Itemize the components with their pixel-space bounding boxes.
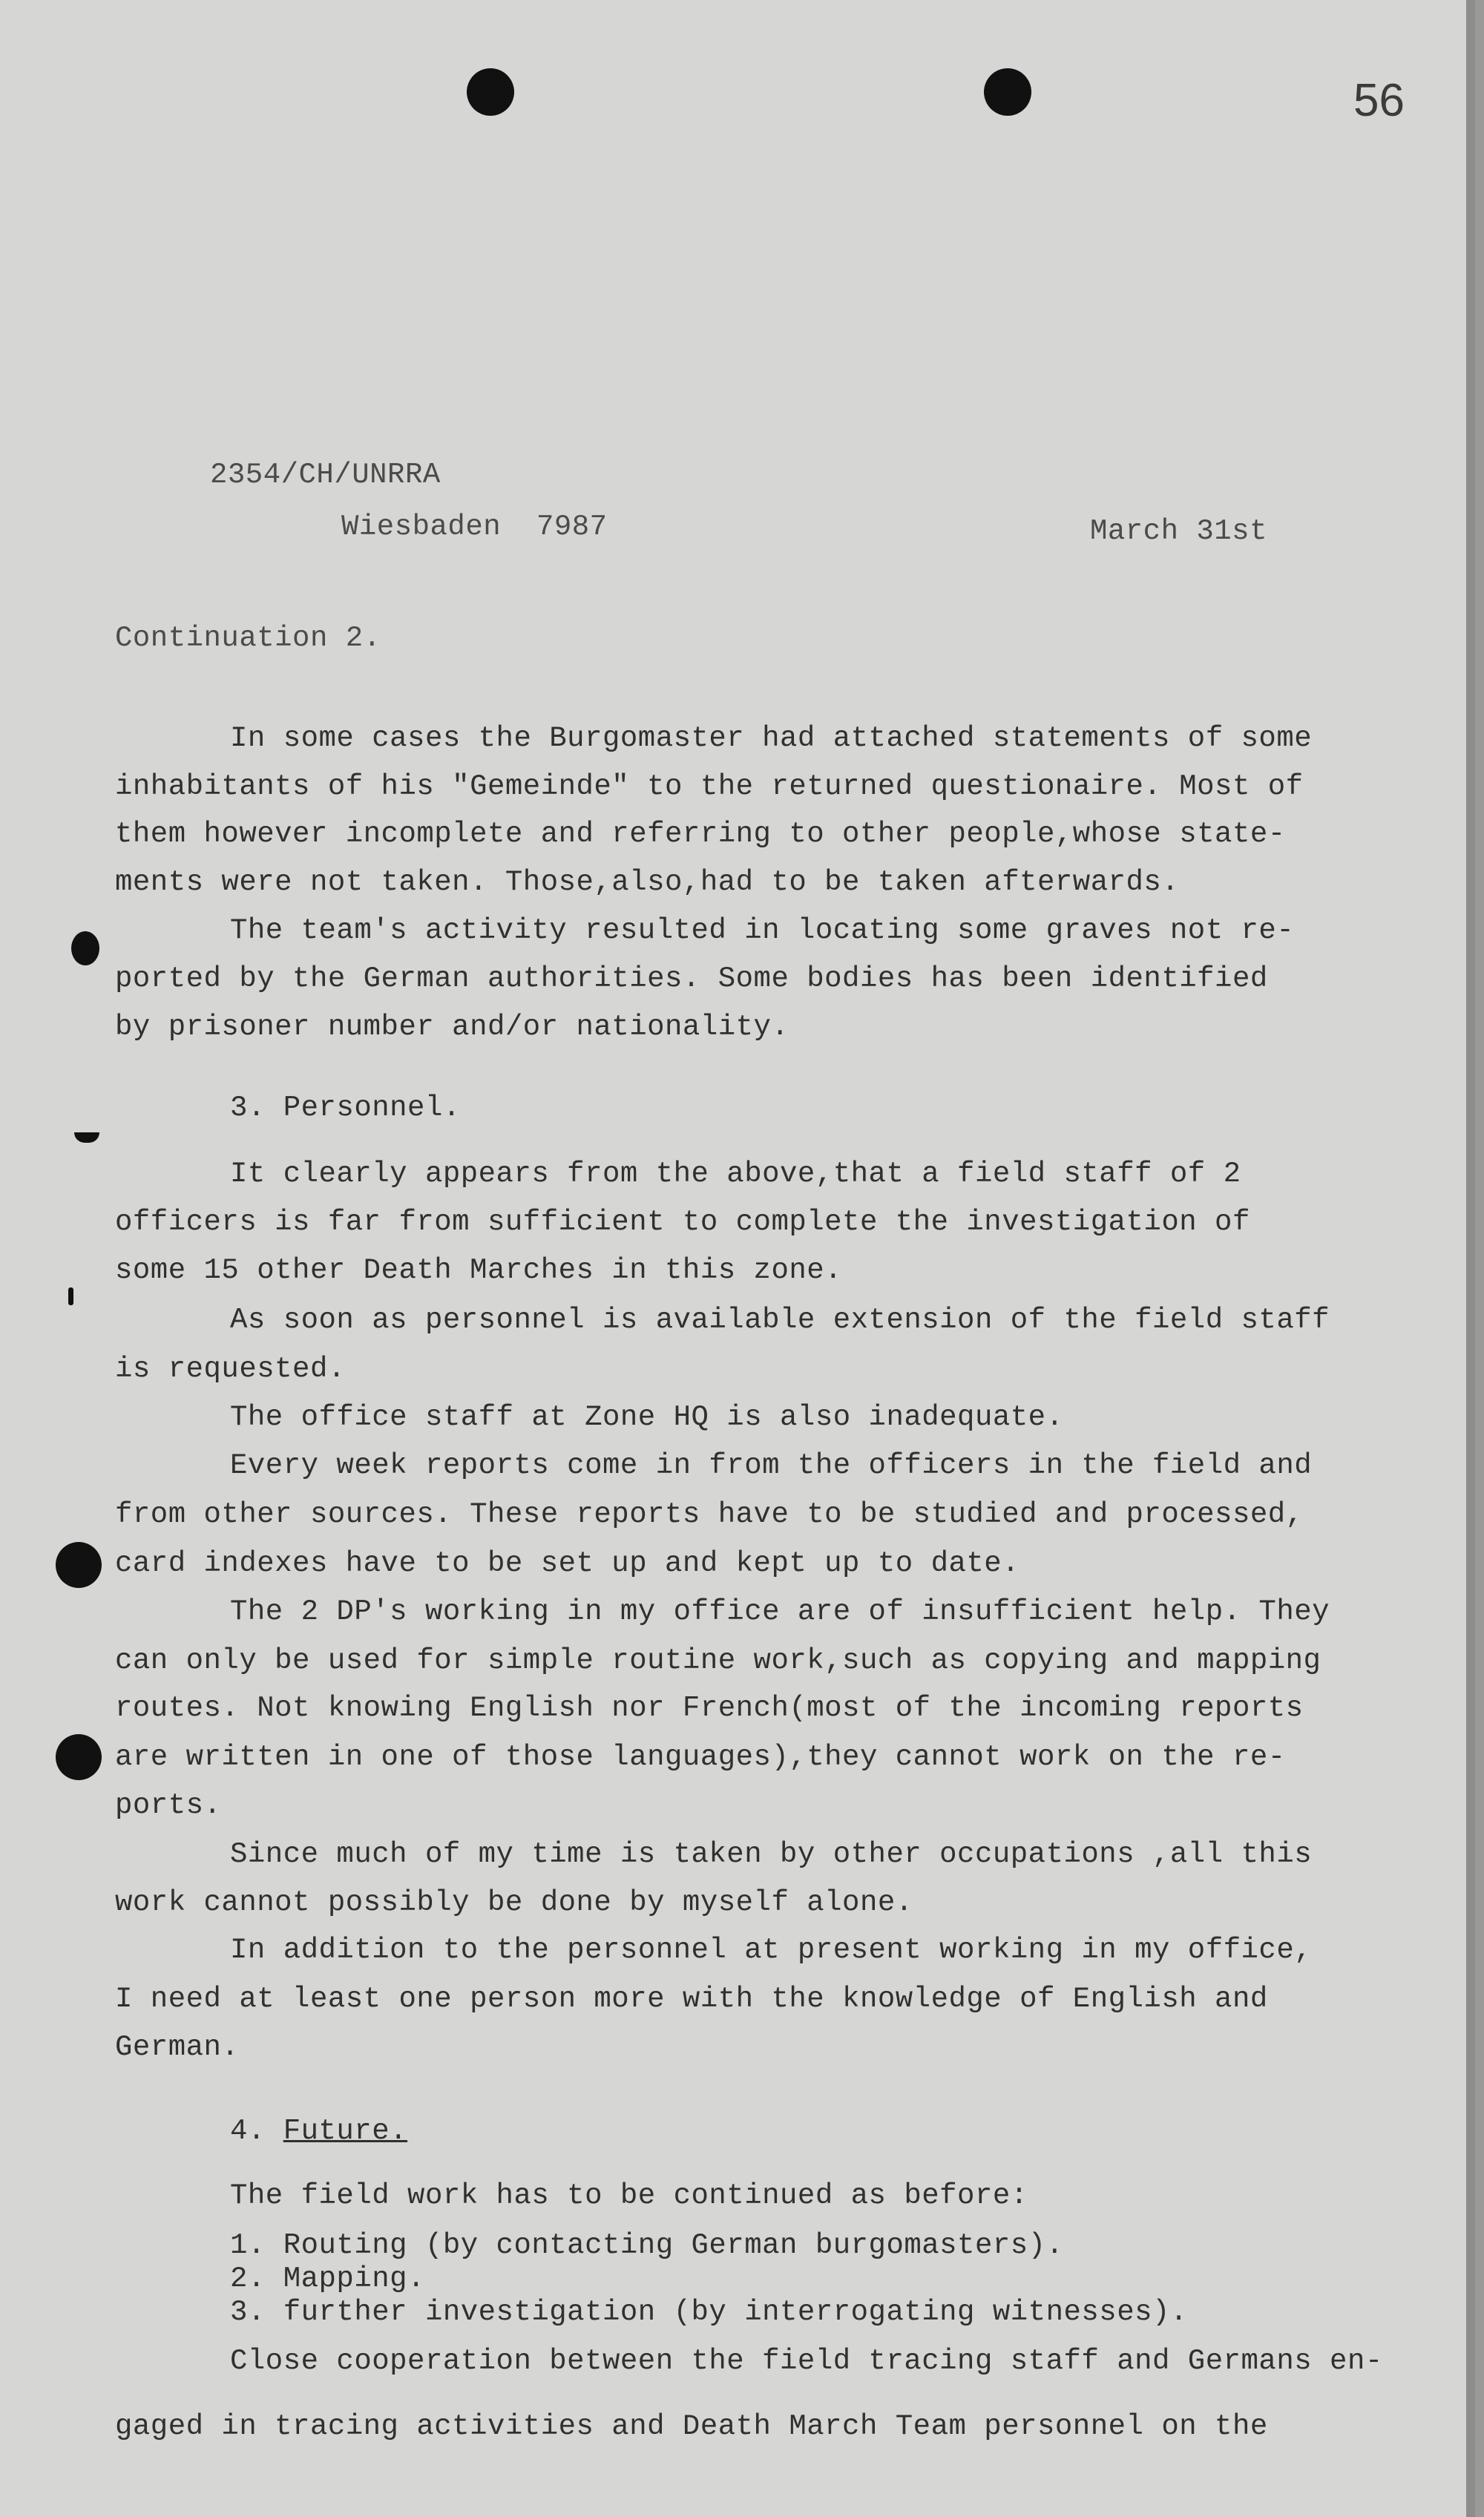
text-line: It clearly appears from the above,that a field staff of 2 [230,1158,1241,1190]
section-heading: 3. Personnel. [230,1092,461,1124]
margin-mark [68,1287,73,1305]
list-item: 3. further investigation (by interrogating witnesses). [230,2296,1188,2329]
text-line: work cannot possibly be done by myself alone. [115,1886,913,1919]
margin-mark [56,1734,102,1780]
text-line: can only be used for simple routine work,such as copying and mapping [115,1644,1322,1677]
place: Wiesbaden 7987 [341,511,608,543]
future-heading [230,2115,407,2147]
text-line: by prisoner number and/or nationality. [115,1011,789,1043]
text-line: routes. Not knowing English nor French(most of the incoming reports [115,1692,1304,1725]
list-item: 1. Routing (by contacting German burgomasters). [230,2229,1064,2262]
text-line: ported by the German authorities. Some bodies has been identified [115,962,1268,995]
page-edge [1466,0,1475,2517]
text-line: As soon as personnel is available extension of the field staff [230,1304,1330,1336]
future-intro: The field work has to be continued as before: [230,2179,1028,2212]
text-line: from other sources. These reports have to be studied and processed, [115,1498,1304,1531]
date: March 31st [1089,515,1267,548]
text-line: In some cases the Burgomaster had attached statements of some [230,722,1313,755]
text-line: Since much of my time is taken by other occupations ,all this [230,1838,1313,1871]
text-line: gaged in tracing activities and Death March Team personnel on the [115,2410,1268,2443]
reference-number: 2354/CH/UNRRA [210,459,441,491]
text-line: them however incomplete and referring to other people,whose state- [115,818,1286,850]
text-line: In addition to the personnel at present working in my office, [230,1934,1313,1966]
text-line: The team's activity resulted in locating some graves not re- [230,914,1295,947]
margin-mark [71,931,99,965]
future-number: 4. [230,2115,266,2147]
text-line: inhabitants of his "Gemeinde" to the returned questionaire. Most of [115,770,1304,803]
text-line: card indexes have to be set up and kept up to date. [115,1547,1020,1580]
text-line: ments were not taken. Those,also,had to be taken afterwards. [115,866,1180,899]
text-line: ports. [115,1789,222,1822]
text-line: Close cooperation between the field tracing staff and Germans en- [230,2345,1383,2377]
text-line: German. [115,2031,240,2064]
list-item: 2. Mapping. [230,2262,425,2295]
continuation-label: Continuation 2. [115,622,381,654]
page-number: 56 [1353,75,1405,126]
margin-mark [56,1542,102,1588]
text-line: I need at least one person more with the knowledge of English and [115,1983,1268,2015]
text-line: some 15 other Death Marches in this zone. [115,1254,843,1287]
text-line: is requested. [115,1353,346,1385]
future-title: Future. [283,2115,408,2147]
text-line: Every week reports come in from the officers in the field and [230,1449,1313,1482]
text-line: officers is far from sufficient to complete the investigation of [115,1206,1250,1238]
text-line: The 2 DP's working in my office are of insufficient help. They [230,1595,1330,1628]
text-line: are written in one of those languages),they cannot work on the re- [115,1741,1286,1773]
margin-mark [74,1132,99,1143]
punch-hole [467,68,514,116]
text-line: The office staff at Zone HQ is also inadequate. [230,1401,1064,1434]
punch-hole [984,68,1031,116]
